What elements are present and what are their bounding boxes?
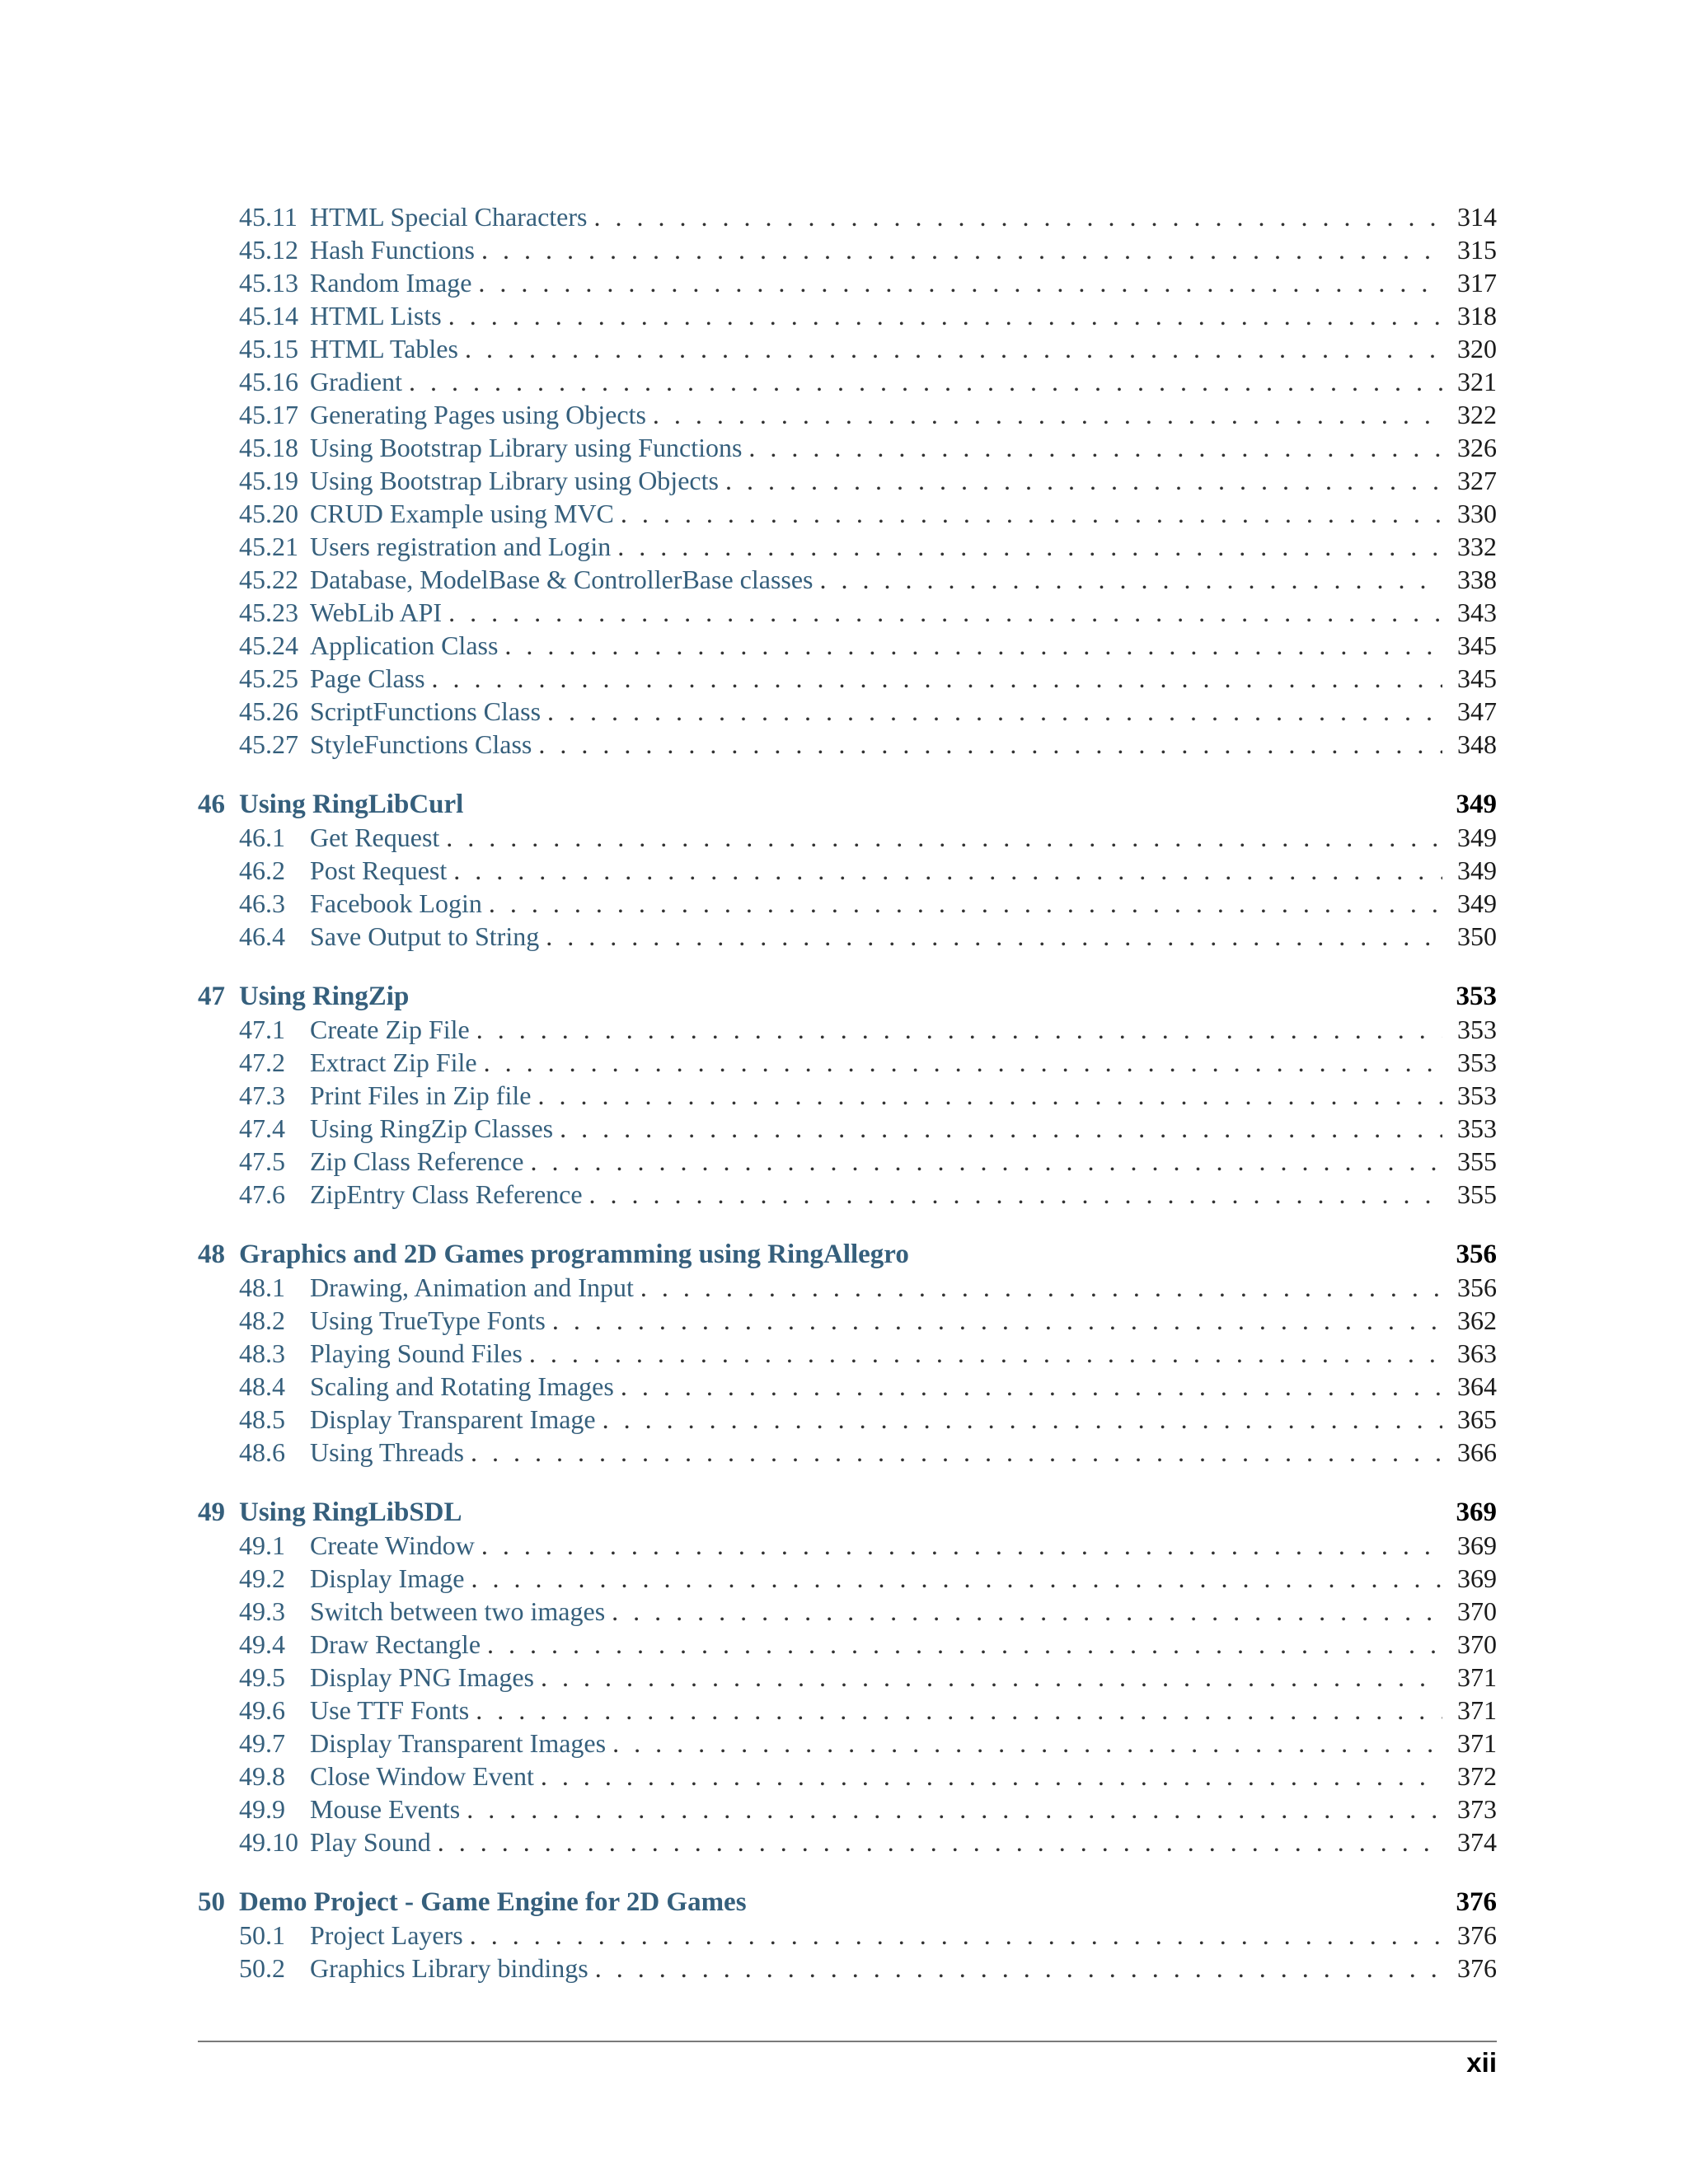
toc-entry-link[interactable] xyxy=(198,1370,1497,1403)
dot-leader xyxy=(640,1271,1442,1304)
entry-title: WebLib API xyxy=(310,598,443,627)
dot-leader xyxy=(546,920,1442,953)
entry-title: Save Output to String xyxy=(310,921,540,951)
entry-page-number: 349 xyxy=(1457,855,1497,885)
dot-leader xyxy=(621,1370,1442,1403)
entry-number: 45.25 xyxy=(239,663,298,693)
entry-page-number: 374 xyxy=(1457,1827,1497,1857)
entry-title: Users registration and Login xyxy=(310,532,612,561)
toc-entry-link[interactable] xyxy=(198,887,1497,920)
dot-leader xyxy=(653,398,1442,431)
toc-entry-link[interactable] xyxy=(198,662,1497,695)
dot-leader xyxy=(487,1628,1442,1661)
entry-page-number: 362 xyxy=(1457,1305,1497,1335)
entry-page-number: 376 xyxy=(1457,1953,1497,1983)
toc-entry-link[interactable] xyxy=(198,1145,1497,1178)
toc-entry-link[interactable] xyxy=(198,1952,1497,1985)
entry-number: 48.4 xyxy=(239,1371,285,1401)
chapter-title: Using RingLibCurl xyxy=(239,790,464,819)
entry-title: Generating Pages using Objects xyxy=(310,400,646,429)
entry-number: 45.27 xyxy=(239,729,298,759)
toc-entry-link[interactable] xyxy=(198,1403,1497,1436)
chapter-number: 47 xyxy=(198,982,225,1011)
toc-entry-link[interactable] xyxy=(198,695,1497,728)
entry-number: 45.22 xyxy=(239,565,298,594)
entry-title: Gradient xyxy=(310,367,402,396)
entry-page-number: 370 xyxy=(1457,1629,1497,1659)
chapter-46 xyxy=(198,788,1497,953)
toc-entry-link[interactable] xyxy=(198,398,1497,431)
entry-page-number: 345 xyxy=(1457,663,1497,693)
toc-entry-link[interactable] xyxy=(198,1793,1497,1825)
toc-entry-link[interactable] xyxy=(198,233,1497,266)
chapter-heading-link[interactable] xyxy=(198,1496,1497,1529)
toc-entry-link[interactable] xyxy=(198,332,1497,365)
chapter-title: Using RingLibSDL xyxy=(239,1497,462,1527)
entry-number: 49.1 xyxy=(239,1530,285,1560)
toc-entry-link[interactable] xyxy=(198,1436,1497,1469)
entry-page-number: 350 xyxy=(1457,921,1497,951)
entry-title: HTML Special Characters xyxy=(310,202,588,232)
dot-leader xyxy=(438,1825,1442,1858)
entry-title: Hash Functions xyxy=(310,235,475,265)
toc-entry-link[interactable] xyxy=(198,629,1497,662)
entry-page-number: 369 xyxy=(1457,1563,1497,1593)
toc-entry-link[interactable] xyxy=(198,1304,1497,1337)
toc-entry-link[interactable] xyxy=(198,299,1497,332)
entry-title: Switch between two images xyxy=(310,1596,606,1626)
toc-entry-link[interactable] xyxy=(198,1271,1497,1304)
toc-entry-link[interactable] xyxy=(198,1529,1497,1562)
dot-leader xyxy=(467,1793,1442,1825)
entry-title: Use TTF Fonts xyxy=(310,1695,470,1725)
dot-leader xyxy=(530,1145,1442,1178)
dot-leader xyxy=(470,1919,1442,1952)
entry-title: Page Class xyxy=(310,663,425,693)
dot-leader xyxy=(541,1661,1442,1694)
dot-leader xyxy=(537,1079,1442,1112)
entry-number: 49.7 xyxy=(239,1728,285,1758)
dot-leader xyxy=(448,596,1442,629)
entry-title: Extract Zip File xyxy=(310,1047,477,1077)
toc-entry-link[interactable] xyxy=(198,821,1497,854)
dot-leader xyxy=(432,662,1442,695)
entry-number: 48.5 xyxy=(239,1404,285,1434)
entry-number: 50.1 xyxy=(239,1920,285,1950)
entry-page-number: 369 xyxy=(1457,1530,1497,1560)
entry-page-number: 349 xyxy=(1457,888,1497,918)
chapter-number: 46 xyxy=(198,790,225,819)
entry-title: Scaling and Rotating Images xyxy=(310,1371,614,1401)
toc-entry-link[interactable] xyxy=(198,1661,1497,1694)
entry-page-number: 345 xyxy=(1457,630,1497,660)
entry-number: 47.5 xyxy=(239,1146,285,1176)
dot-leader xyxy=(593,200,1442,233)
dot-leader xyxy=(504,629,1442,662)
entry-page-number: 371 xyxy=(1457,1662,1497,1692)
entry-number: 47.1 xyxy=(239,1015,285,1044)
dot-leader xyxy=(612,1727,1442,1760)
entry-title: StyleFunctions Class xyxy=(310,729,532,759)
dot-leader xyxy=(589,1178,1442,1211)
entry-number: 45.11 xyxy=(239,202,298,232)
dot-leader xyxy=(471,1436,1442,1469)
entry-title: Zip Class Reference xyxy=(310,1146,524,1176)
footer-divider xyxy=(198,2041,1497,2042)
chapter-number: 48 xyxy=(198,1240,225,1269)
entry-number: 45.21 xyxy=(239,532,298,561)
entry-title: Create Zip File xyxy=(310,1015,470,1044)
chapter-continuation xyxy=(198,200,1497,761)
chapter-heading-link[interactable] xyxy=(198,788,1497,821)
toc-entry-link[interactable] xyxy=(198,1825,1497,1858)
dot-leader xyxy=(603,1403,1442,1436)
toc-entry-link[interactable] xyxy=(198,200,1497,233)
entry-title: Playing Sound Files xyxy=(310,1338,523,1368)
entry-title: Using TrueType Fonts xyxy=(310,1305,546,1335)
chapter-49 xyxy=(198,1496,1497,1858)
entry-title: HTML Tables xyxy=(310,334,458,363)
dot-leader xyxy=(612,1595,1442,1628)
entry-page-number: 370 xyxy=(1457,1596,1497,1626)
chapter-title: Graphics and 2D Games programming using RingAllegro xyxy=(239,1240,909,1269)
entry-page-number: 315 xyxy=(1457,235,1497,265)
entry-title: Using Bootstrap Library using Functions xyxy=(310,433,743,462)
entry-title: Print Files in Zip file xyxy=(310,1080,532,1110)
entry-page-number: 372 xyxy=(1457,1761,1497,1791)
dot-leader xyxy=(621,497,1442,530)
chapter-page-number: 369 xyxy=(1456,1497,1497,1527)
entry-title: CRUD Example using MVC xyxy=(310,499,614,528)
entry-number: 46.4 xyxy=(239,921,285,951)
entry-page-number: 314 xyxy=(1457,202,1497,232)
entry-number: 45.12 xyxy=(239,235,298,265)
entry-number: 49.10 xyxy=(239,1827,298,1857)
entry-title: Display Transparent Image xyxy=(310,1404,596,1434)
entry-number: 45.17 xyxy=(239,400,298,429)
dot-leader xyxy=(529,1337,1442,1370)
toc-entry-link[interactable] xyxy=(198,1760,1497,1793)
dot-leader xyxy=(484,1046,1442,1079)
toc-entry-link[interactable] xyxy=(198,1337,1497,1370)
entry-page-number: 343 xyxy=(1457,598,1497,627)
toc-entry-link[interactable] xyxy=(198,1595,1497,1628)
chapter-page-number: 376 xyxy=(1456,1887,1497,1917)
entry-title: Mouse Events xyxy=(310,1794,461,1824)
entry-page-number: 332 xyxy=(1457,532,1497,561)
entry-number: 49.4 xyxy=(239,1629,285,1659)
toc-entry-link[interactable] xyxy=(198,1919,1497,1952)
entry-page-number: 347 xyxy=(1457,696,1497,726)
entry-number: 45.20 xyxy=(239,499,298,528)
entry-title: Using Bootstrap Library using Objects xyxy=(310,466,719,495)
entry-title: Post Request xyxy=(310,855,448,885)
dot-leader xyxy=(541,1760,1442,1793)
table-of-contents xyxy=(198,200,1497,1985)
entry-page-number: 321 xyxy=(1457,367,1497,396)
entry-number: 48.2 xyxy=(239,1305,285,1335)
entry-page-number: 353 xyxy=(1457,1047,1497,1077)
chapter-page-number: 356 xyxy=(1456,1240,1497,1269)
toc-entry-link[interactable] xyxy=(198,1727,1497,1760)
toc-entry-link[interactable] xyxy=(198,563,1497,596)
entry-number: 48.6 xyxy=(239,1437,285,1467)
toc-entry-link[interactable] xyxy=(198,1079,1497,1112)
chapter-50 xyxy=(198,1886,1497,1985)
toc-entry-link[interactable] xyxy=(198,1628,1497,1661)
dot-leader xyxy=(481,233,1442,266)
entry-number: 45.15 xyxy=(239,334,298,363)
dot-leader xyxy=(409,365,1442,398)
entry-number: 50.2 xyxy=(239,1953,285,1983)
entry-title: ScriptFunctions Class xyxy=(310,696,542,726)
dot-leader xyxy=(820,563,1443,596)
toc-entry-link[interactable] xyxy=(198,266,1497,299)
toc-entry-link[interactable] xyxy=(198,920,1497,953)
chapter-heading-link[interactable] xyxy=(198,1886,1497,1919)
entry-number: 45.23 xyxy=(239,598,298,627)
toc-entry-link[interactable] xyxy=(198,1112,1497,1145)
entry-page-number: 318 xyxy=(1457,301,1497,330)
dot-leader xyxy=(446,821,1442,854)
entry-title: Database, ModelBase & ControllerBase classes xyxy=(310,565,814,594)
dot-leader xyxy=(538,728,1442,761)
chapter-title: Using RingZip xyxy=(239,982,410,1011)
chapter-heading-link[interactable] xyxy=(198,1238,1497,1271)
entry-page-number: 355 xyxy=(1457,1146,1497,1176)
entry-number: 49.2 xyxy=(239,1563,285,1593)
entry-page-number: 353 xyxy=(1457,1080,1497,1110)
toc-entry-link[interactable] xyxy=(198,1046,1497,1079)
entry-page-number: 373 xyxy=(1457,1794,1497,1824)
entry-title: ZipEntry Class Reference xyxy=(310,1179,583,1209)
dot-leader xyxy=(471,1562,1443,1595)
entry-page-number: 320 xyxy=(1457,334,1497,363)
entry-title: Drawing, Animation and Input xyxy=(310,1272,634,1302)
entry-number: 47.4 xyxy=(239,1113,285,1143)
entry-title: Display Image xyxy=(310,1563,465,1593)
entry-number: 49.9 xyxy=(239,1794,285,1824)
chapter-heading-link[interactable] xyxy=(198,980,1497,1013)
entry-page-number: 363 xyxy=(1457,1338,1497,1368)
entry-page-number: 353 xyxy=(1457,1113,1497,1143)
entry-title: Close Window Event xyxy=(310,1761,534,1791)
entry-number: 48.1 xyxy=(239,1272,285,1302)
entry-page-number: 353 xyxy=(1457,1015,1497,1044)
entry-title: HTML Lists xyxy=(310,301,442,330)
entry-title: Application Class xyxy=(310,630,499,660)
entry-page-number: 371 xyxy=(1457,1695,1497,1725)
entry-page-number: 317 xyxy=(1457,268,1497,298)
entry-number: 45.24 xyxy=(239,630,298,660)
entry-title: Get Request xyxy=(310,823,440,852)
entry-number: 46.2 xyxy=(239,855,285,885)
toc-entry-link[interactable] xyxy=(198,464,1497,497)
toc-entry-link[interactable] xyxy=(198,1694,1497,1727)
dot-leader xyxy=(478,266,1442,299)
toc-entry-link[interactable] xyxy=(198,365,1497,398)
dot-leader xyxy=(552,1304,1442,1337)
entry-page-number: 330 xyxy=(1457,499,1497,528)
entry-title: Using RingZip Classes xyxy=(310,1113,554,1143)
entry-page-number: 338 xyxy=(1457,565,1497,594)
entry-number: 47.3 xyxy=(239,1080,285,1110)
entry-page-number: 322 xyxy=(1457,400,1497,429)
entry-page-number: 327 xyxy=(1457,466,1497,495)
entry-number: 45.13 xyxy=(239,268,298,298)
page-number: xii xyxy=(1466,2047,1497,2078)
dot-leader xyxy=(489,887,1442,920)
dot-leader xyxy=(453,854,1442,887)
entry-page-number: 376 xyxy=(1457,1920,1497,1950)
entry-title: Project Layers xyxy=(310,1920,463,1950)
entry-number: 46.1 xyxy=(239,823,285,852)
entry-number: 45.18 xyxy=(239,433,298,462)
entry-page-number: 326 xyxy=(1457,433,1497,462)
dot-leader xyxy=(560,1112,1442,1145)
entry-number: 47.6 xyxy=(239,1179,285,1209)
chapter-47 xyxy=(198,980,1497,1211)
dot-leader xyxy=(748,431,1442,464)
dot-leader xyxy=(547,695,1442,728)
entry-title: Using Threads xyxy=(310,1437,464,1467)
entry-page-number: 366 xyxy=(1457,1437,1497,1467)
toc-entry-link[interactable] xyxy=(198,728,1497,761)
dot-leader xyxy=(476,1694,1442,1727)
entry-title: Random Image xyxy=(310,268,472,298)
chapter-number: 50 xyxy=(198,1887,225,1917)
entry-title: Graphics Library bindings xyxy=(310,1953,588,1983)
entry-page-number: 349 xyxy=(1457,823,1497,852)
entry-number: 45.26 xyxy=(239,696,298,726)
toc-entry-link[interactable] xyxy=(198,530,1497,563)
entry-page-number: 365 xyxy=(1457,1404,1497,1434)
entry-title: Display PNG Images xyxy=(310,1662,534,1692)
entry-title: Create Window xyxy=(310,1530,475,1560)
dot-leader xyxy=(481,1529,1442,1562)
entry-number: 49.3 xyxy=(239,1596,285,1626)
entry-number: 48.3 xyxy=(239,1338,285,1368)
entry-number: 45.16 xyxy=(239,367,298,396)
entry-number: 47.2 xyxy=(239,1047,285,1077)
toc-entry-link[interactable] xyxy=(198,1013,1497,1046)
chapter-page-number: 349 xyxy=(1456,790,1497,819)
entry-page-number: 348 xyxy=(1457,729,1497,759)
entry-number: 49.8 xyxy=(239,1761,285,1791)
entry-number: 45.19 xyxy=(239,466,298,495)
entry-page-number: 371 xyxy=(1457,1728,1497,1758)
entry-title: Draw Rectangle xyxy=(310,1629,481,1659)
entry-page-number: 355 xyxy=(1457,1179,1497,1209)
entry-number: 49.6 xyxy=(239,1695,285,1725)
entry-title: Play Sound xyxy=(310,1827,431,1857)
entry-number: 46.3 xyxy=(239,888,285,918)
toc-entry-link[interactable] xyxy=(198,431,1497,464)
chapter-title: Demo Project - Game Engine for 2D Games xyxy=(239,1887,747,1917)
entry-page-number: 356 xyxy=(1457,1272,1497,1302)
dot-leader xyxy=(476,1013,1442,1046)
toc-entry-link[interactable] xyxy=(198,1178,1497,1211)
chapter-number: 49 xyxy=(198,1497,225,1527)
toc-entry-link[interactable] xyxy=(198,497,1497,530)
dot-leader xyxy=(595,1952,1442,1985)
chapter-48 xyxy=(198,1238,1497,1469)
dot-leader xyxy=(448,299,1442,332)
entry-page-number: 364 xyxy=(1457,1371,1497,1401)
chapter-page-number: 353 xyxy=(1456,982,1497,1011)
entry-number: 45.14 xyxy=(239,301,298,330)
entry-number: 49.5 xyxy=(239,1662,285,1692)
toc-entry-link[interactable] xyxy=(198,1562,1497,1595)
dot-leader xyxy=(617,530,1442,563)
dot-leader xyxy=(465,332,1442,365)
entry-title: Facebook Login xyxy=(310,888,482,918)
dot-leader xyxy=(725,464,1442,497)
toc-entry-link[interactable] xyxy=(198,596,1497,629)
toc-entry-link[interactable] xyxy=(198,854,1497,887)
entry-title: Display Transparent Images xyxy=(310,1728,607,1758)
